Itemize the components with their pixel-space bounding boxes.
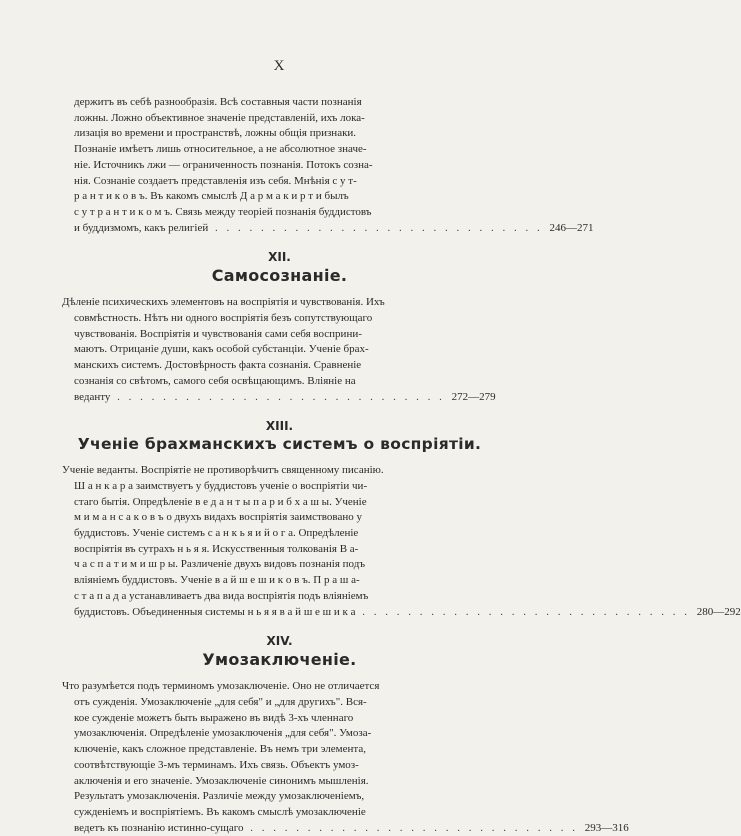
- leader-dots: . . . . . . . . . . . . . . . . . . . . . . . . . . . . .: [117, 390, 445, 403]
- text-line: сужденіемъ и воспріятіемъ. Въ какомъ смыслѣ умозаключеніе: [74, 805, 366, 818]
- text-line: маютъ. Отрицаніе души, какъ особой субстанціи. Ученіе брах-: [74, 343, 369, 356]
- page-range: 272—279: [451, 390, 496, 403]
- chapter-title: Умозаключеніе.: [202, 650, 357, 670]
- text-last-line: [62, 221, 594, 237]
- chapter-number: XII.: [268, 250, 291, 265]
- chapter-title: Самосознаніе.: [211, 266, 348, 286]
- text-line: лизація во времени и пространствѣ, ложны общія признаки.: [74, 127, 357, 140]
- text-line: вліяніемъ буддистовъ. Ученіе в а й ш е ш и к о в ъ. П р а ш а-: [74, 574, 360, 587]
- text-line: с т а п а д а устанавливаетъ два вида воспріятія подъ вліяніемъ: [74, 589, 369, 602]
- page-range: 280—292: [696, 605, 741, 618]
- text-line: ч а с п а т и м и ш р ы. Различеніе двухъ видовъ познанія подъ: [74, 558, 366, 571]
- text-line: манскихъ системъ. Достовѣрность факта сознанія. Сравненіе: [74, 359, 362, 372]
- text-line: отъ сужденія. Умозаключеніе „для себя" и „для другихъ". Вся-: [74, 695, 367, 708]
- text-line: Дѣленіе психическихъ элементовъ на воспріятія и чувствованія. Ихъ: [62, 296, 385, 309]
- text-line: стаго бытія. Опредѣленіе в е д а н т ы п а р и б х а ш ы. Ученіе: [74, 495, 367, 508]
- leader-dots: . . . . . . . . . . . . . . . . . . . . . . . . . . . . .: [214, 221, 543, 234]
- text-line: кое сужденіе можетъ быть выражено въ видѣ 3-хъ членнаго: [74, 711, 354, 724]
- leader-dots: . . . . . . . . . . . . . . . . . . . . . . . . . . . . .: [362, 605, 690, 618]
- text-line: р а н т и к о в ъ. Въ какомъ смыслѣ Д а р м а к и р т и былъ: [74, 190, 349, 203]
- text-line: аключенія и его значеніе. Умозаключеніе синонимъ мышленія.: [74, 774, 369, 787]
- text-line: Ш а н к а р а заимствуетъ у буддистовъ ученіе о воспріятіи чи-: [74, 479, 368, 492]
- text-line: Результатъ умозаключенія. Различіе между умозаключеніемъ,: [74, 790, 365, 803]
- page-range: 293—316: [584, 821, 629, 834]
- text-last-line: [62, 605, 741, 621]
- text-line: совмѣстность. Нѣтъ ни одного воспріятія безъ сопутствующаго: [74, 312, 373, 325]
- text-line: с у т р а н т и к о м ъ. Связь между теоріей познанія буддистовъ: [74, 205, 372, 218]
- text-line: Познаніе имѣетъ лишь относительное, а не абсолютное значе-: [74, 143, 367, 156]
- entry-text: [62, 679, 629, 836]
- text-line: Что разумѣется подъ терминомъ умозаключеніе. Оно не отличается: [62, 680, 380, 693]
- text-last-line: [62, 821, 629, 836]
- text-line: умозаключенія. Опредѣленіе умозаключенія „для себя". Умоза-: [74, 727, 372, 740]
- last-line-text: буддистовъ. Объединенныя системы н ь я я в а й ш е ш и к а: [74, 605, 356, 618]
- toc-entry-continuation: [62, 95, 594, 236]
- text-line: воспріятія въ сутрахъ н ь я я. Искусственныя толкованія В а-: [74, 542, 359, 555]
- text-line: буддистовъ. Ученіе системъ с а н к ь я и й о г а. Опредѣленіе: [74, 527, 359, 540]
- chapter-number: XIII.: [265, 419, 294, 434]
- entry-text: [62, 463, 741, 620]
- text-line: держитъ въ себѣ разнообразія. Всѣ составныя части познанія: [74, 96, 362, 108]
- text-last-line: [62, 390, 497, 406]
- chapter-title: Ученіе брахманскихъ системъ о воспріятіи.: [77, 435, 482, 454]
- leader-dots: . . . . . . . . . . . . . . . . . . . . . . . . . . . . .: [250, 821, 579, 834]
- text-line: м и м а н с а к о в ъ о двухъ видахъ воспріятія заимствовано у: [74, 511, 362, 524]
- text-line: соотвѣтствующіе 3-мъ терминамъ. Ихъ связь. Объектъ умоз-: [74, 758, 359, 771]
- text-line: ключеніе, какъ сложное представленіе. Въ немъ три элемента,: [74, 743, 366, 756]
- last-line-text: и буддизмомъ, какъ религіей: [74, 221, 209, 234]
- last-line-text: веданту: [74, 390, 111, 403]
- text-line: чувствованія. Воспріятія и чувствованія сами себя восприни-: [74, 327, 362, 340]
- text-line: сознанія со свѣтомъ, самого себя освѣщающимъ. Вліяніе на: [74, 374, 356, 387]
- text-line: Ученіе веданты. Воспріятіе не противорѣчитъ священному писанію.: [62, 464, 384, 477]
- entry-text: [62, 95, 594, 236]
- text-line: ніе. Источникъ лжи — ограниченность познанія. Потокъ созна-: [74, 158, 373, 171]
- text-line: ложны. Ложно объективное значеніе представленій, ихъ лока-: [74, 111, 365, 124]
- last-line-text: ведетъ къ познанію истинно-сущаго: [74, 821, 244, 834]
- chapter-number: XIV.: [266, 634, 293, 649]
- page-number: X: [273, 58, 286, 74]
- text-line: нія. Сознаніе создаетъ представленія изъ себя. Мнѣнія с у т-: [74, 174, 357, 187]
- entry-text: [62, 295, 497, 405]
- page-range: 246—271: [549, 221, 594, 234]
